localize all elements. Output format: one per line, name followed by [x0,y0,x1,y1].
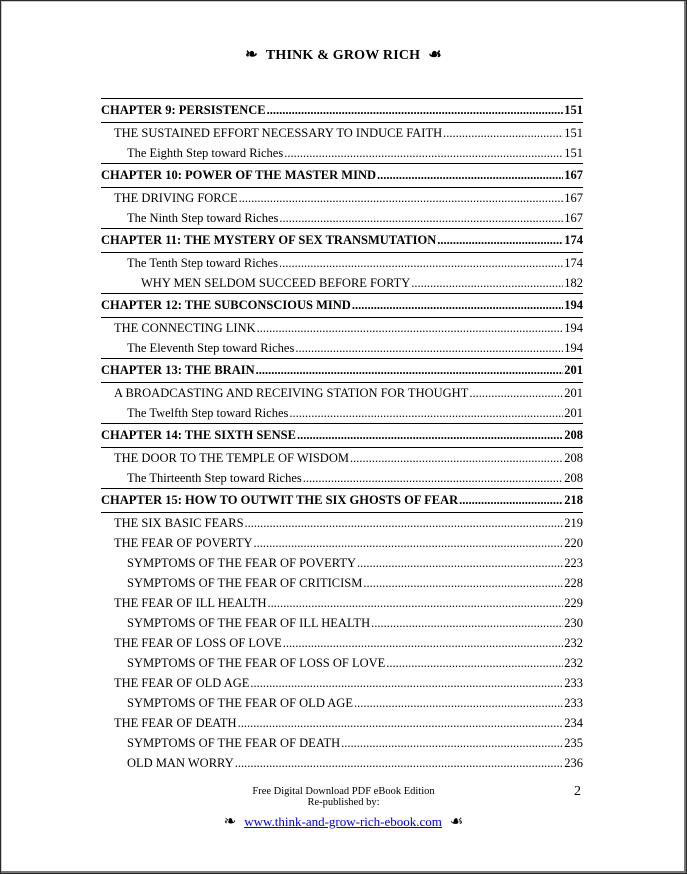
toc-entry-title: THE SUSTAINED EFFORT NECESSARY TO INDUCE FAITH [114,126,443,140]
running-header [0,45,687,64]
toc-entry-title: SYMPTOMS OF THE FEAR OF DEATH [127,736,341,750]
toc-entry-title: The Tenth Step toward Riches [127,256,278,270]
toc-entry-page: 151 [564,126,583,140]
toc-entry[interactable] [101,573,583,593]
toc-entry-page: 218 [564,493,583,507]
toc-chapter-entry[interactable] [101,99,583,122]
toc-entry-page: 201 [564,406,583,420]
website-link[interactable]: www.think-and-grow-rich-ebook.com [244,814,442,829]
toc-entry-page: 174 [564,233,583,247]
toc-entry-page: 230 [564,616,583,630]
toc-entry[interactable] [101,188,583,208]
toc-entry-page: 201 [564,386,583,400]
toc-entry-title: CHAPTER 9: PERSISTENCE [101,103,266,117]
toc-entry-title: SYMPTOMS OF THE FEAR OF ILL HEALTH [127,616,371,630]
toc-entry-page: 194 [564,341,583,355]
toc-entry-page: 151 [564,146,583,160]
toc-entry-page: 232 [564,636,583,650]
toc-entry[interactable] [101,468,583,488]
dot-leader [289,403,563,423]
toc-entry[interactable] [101,123,583,143]
toc-chapter-entry[interactable] [101,359,583,382]
toc-entry-page: 174 [564,256,583,270]
header-title: THINK & GROW RICH [265,48,421,63]
toc-entry-page: 236 [564,756,583,770]
toc-entry[interactable] [101,143,583,163]
toc-entry[interactable] [101,633,583,653]
toc-entry[interactable] [101,713,583,733]
toc-entry[interactable] [101,673,583,693]
toc-chapter-entry[interactable] [101,164,583,187]
toc-entry-page: 229 [564,596,583,610]
toc-entry-title: SYMPTOMS OF THE FEAR OF OLD AGE [127,696,353,710]
dot-leader [437,229,563,252]
ornament-left-icon: ❧ [223,814,237,830]
toc-entry-title: The Ninth Step toward Riches [127,211,279,225]
toc-entry-title: THE FEAR OF LOSS OF LOVE [114,636,282,650]
toc-entry-page: 194 [564,321,583,335]
toc-entry-page: 208 [564,451,583,465]
dot-leader [254,533,564,553]
dot-leader [245,513,564,533]
toc-entry[interactable] [101,593,583,613]
dot-leader [279,208,563,228]
dot-leader [268,593,564,613]
toc-entry-title: CHAPTER 12: THE SUBCONSCIOUS MIND [101,298,351,312]
toc-entry[interactable] [101,613,583,633]
dot-leader [357,553,563,573]
footer-republished-text: Re-published by: [307,797,380,808]
toc-chapter-entry[interactable] [101,229,583,252]
toc-entry-title: OLD MAN WORRY [127,756,234,770]
dot-leader [238,713,564,733]
dot-leader [257,318,564,338]
dot-leader [303,468,564,488]
dot-leader [363,573,563,593]
toc-entry-title: SYMPTOMS OF THE FEAR OF POVERTY [127,556,357,570]
dot-leader [469,383,563,403]
toc-entry[interactable] [101,448,583,468]
dot-leader [350,448,563,468]
toc-entry-title: CHAPTER 10: POWER OF THE MASTER MIND [101,168,377,182]
dot-leader [283,633,564,653]
dot-leader [297,424,563,447]
toc-entry-page: 194 [564,298,583,312]
toc-entry-title: THE SIX BASIC FEARS [114,516,244,530]
dot-leader [377,164,563,187]
toc-entry[interactable] [101,533,583,553]
toc-entry-page: 234 [564,716,583,730]
dot-leader [267,99,564,122]
toc-entry-page: 208 [564,471,583,485]
toc-entry-page: 232 [564,656,583,670]
toc-entry[interactable] [101,273,583,293]
dot-leader [235,753,564,773]
toc-entry-title: THE DOOR TO THE TEMPLE OF WISDOM [114,451,349,465]
dot-leader [295,338,563,358]
toc-entry-title: CHAPTER 15: HOW TO OUTWIT THE SIX GHOSTS OF FEAR [101,493,459,507]
toc-entry-title: THE FEAR OF OLD AGE [114,676,250,690]
toc-entry-title: CHAPTER 11: THE MYSTERY OF SEX TRANSMUTATION [101,233,437,247]
toc-entry-title: CHAPTER 14: THE SIXTH SENSE [101,428,296,442]
table-of-contents [101,98,583,773]
dot-leader [352,294,563,317]
footer [0,786,687,808]
dot-leader [386,653,563,673]
ornament-left-icon: ❧ [245,47,258,63]
toc-chapter-entry[interactable] [101,424,583,447]
toc-entry-title: WHY MEN SELDOM SUCCEED BEFORE FORTY [141,276,411,290]
toc-entry-page: 182 [564,276,583,290]
toc-chapter-entry[interactable] [101,294,583,317]
toc-entry-title: THE FEAR OF ILL HEALTH [114,596,267,610]
toc-entry[interactable] [101,403,583,423]
toc-entry-title: The Thirteenth Step toward Riches [127,471,302,485]
footer-edition-text: Free Digital Download PDF eBook Edition [252,786,435,797]
toc-entry-page: 201 [564,363,583,377]
dot-leader [443,123,563,143]
toc-entry[interactable] [101,253,583,273]
toc-entry[interactable] [101,318,583,338]
dot-leader [250,673,563,693]
toc-entry[interactable] [101,753,583,773]
ornament-right-icon: ☙ [449,814,464,830]
dot-leader [371,613,563,633]
dot-leader [239,188,564,208]
toc-entry-page: 233 [564,696,583,710]
toc-entry-page: 235 [564,736,583,750]
dot-leader [279,253,563,273]
toc-entry-page: 219 [564,516,583,530]
dot-leader [341,733,563,753]
toc-entry-title: SYMPTOMS OF THE FEAR OF LOSS OF LOVE [127,656,386,670]
toc-entry[interactable] [101,513,583,533]
toc-entry-title: The Eleventh Step toward Riches [127,341,295,355]
toc-entry-page: 167 [564,168,583,182]
toc-entry-page: 233 [564,676,583,690]
toc-entry-page: 167 [564,211,583,225]
toc-entry[interactable] [101,693,583,713]
dot-leader [284,143,563,163]
toc-entry-page: 208 [564,428,583,442]
toc-entry-title: THE FEAR OF POVERTY [114,536,253,550]
toc-entry-title: THE CONNECTING LINK [114,321,256,335]
toc-entry-page: 167 [564,191,583,205]
toc-entry-page: 151 [564,103,583,117]
footer-url-line [0,812,687,831]
toc-entry-title: The Eighth Step toward Riches [127,146,284,160]
toc-entry[interactable] [101,338,583,358]
toc-entry[interactable] [101,653,583,673]
toc-entry[interactable] [101,208,583,228]
toc-entry[interactable] [101,553,583,573]
toc-entry[interactable] [101,733,583,753]
toc-entry-title: THE FEAR OF DEATH [114,716,237,730]
toc-chapter-entry[interactable] [101,489,583,512]
ornament-right-icon: ☙ [428,47,442,63]
toc-entry-page: 228 [564,576,583,590]
dot-leader [459,489,563,512]
toc-entry-title: CHAPTER 13: THE BRAIN [101,363,255,377]
toc-entry-title: The Twelfth Step toward Riches [127,406,289,420]
toc-entry[interactable] [101,383,583,403]
dot-leader [411,273,563,293]
toc-entry-page: 220 [564,536,583,550]
toc-entry-title: A BROADCASTING AND RECEIVING STATION FOR THOUGHT [114,386,469,400]
dot-leader [256,359,564,382]
toc-entry-title: THE DRIVING FORCE [114,191,238,205]
page-number: 2 [574,784,581,799]
toc-entry-title: SYMPTOMS OF THE FEAR OF CRITICISM [127,576,363,590]
dot-leader [354,693,563,713]
toc-entry-page: 223 [564,556,583,570]
